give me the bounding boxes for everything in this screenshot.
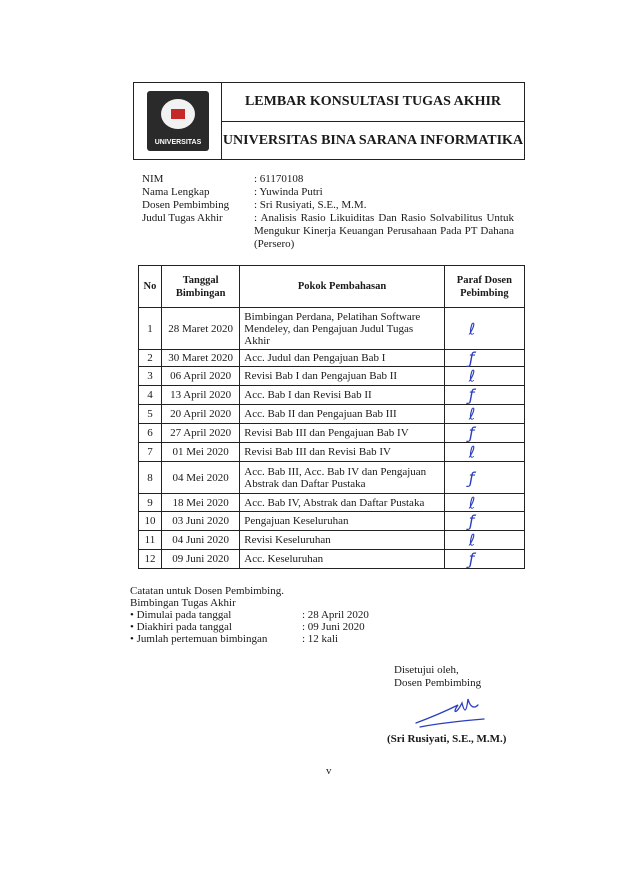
- row-topic: Revisi Bab III dan Revisi Bab IV: [240, 443, 444, 462]
- logo-cell: [134, 83, 222, 159]
- row-signature-cell: [444, 550, 524, 569]
- note-item: [130, 621, 369, 633]
- row-date: 06 April 2020: [161, 367, 239, 386]
- header-topic: Pokok Pembahasan: [240, 266, 444, 308]
- info-value: : Analisis Rasio Likuiditas Dan Rasio Solvabilitus Untuk Mengukur Kinerja Keuangan Perusahaan Pada PT Dahana (Persero): [254, 212, 514, 250]
- initial-signature-icon: ƒ: [468, 423, 475, 443]
- university-logo-icon: [147, 91, 209, 151]
- row-date: 18 Mei 2020: [161, 494, 239, 512]
- row-date: 28 Maret 2020: [161, 308, 239, 350]
- info-row: [142, 212, 514, 251]
- row-number: 1: [139, 308, 162, 350]
- approval-block: [394, 664, 481, 690]
- table-row: [139, 531, 525, 550]
- info-label: Judul Tugas Akhir: [142, 212, 223, 224]
- notes-line1: Catatan untuk Dosen Pembimbing.: [130, 585, 284, 597]
- table-row: [139, 512, 525, 531]
- row-date: 01 Mei 2020: [161, 443, 239, 462]
- info-label: Nama Lengkap: [142, 186, 210, 198]
- initial-signature-icon: ℓ: [468, 404, 476, 424]
- row-topic: Pengajuan Keseluruhan: [240, 512, 444, 531]
- row-topic: Revisi Bab I dan Pengajuan Bab II: [240, 367, 444, 386]
- row-signature-cell: [444, 367, 524, 386]
- note-label: • Dimulai pada tanggal: [130, 609, 232, 621]
- row-topic: Bimbingan Perdana, Pelatihan Software Mendeley, dan Pengajuan Judul Tugas Akhir: [240, 308, 444, 350]
- row-date: 30 Maret 2020: [161, 350, 239, 367]
- table-row: [139, 308, 525, 350]
- header-no: No: [139, 266, 162, 308]
- initial-signature-icon: ƒ: [468, 549, 475, 569]
- row-date: 13 April 2020: [161, 386, 239, 405]
- row-number: 4: [139, 386, 162, 405]
- row-number: 10: [139, 512, 162, 531]
- initial-signature-icon: ƒ: [468, 385, 475, 405]
- row-signature-cell: [444, 494, 524, 512]
- row-date: 09 Juni 2020: [161, 550, 239, 569]
- note-value: : 12 kali: [302, 633, 339, 645]
- header-box: [133, 82, 525, 160]
- row-date: 04 Juni 2020: [161, 531, 239, 550]
- initial-signature-icon: ℓ: [468, 493, 476, 512]
- row-topic: Acc. Bab IV, Abstrak dan Daftar Pustaka: [240, 494, 444, 512]
- table-row: [139, 550, 525, 569]
- table-row: [139, 386, 525, 405]
- row-signature-cell: [444, 424, 524, 443]
- row-topic: Acc. Judul dan Pengajuan Bab I: [240, 350, 444, 367]
- table-row: [139, 350, 525, 367]
- initial-signature-icon: ƒ: [468, 511, 475, 531]
- row-signature-cell: [444, 462, 524, 494]
- signature-icon: [412, 693, 492, 731]
- notes-block: [130, 585, 369, 645]
- info-label: Dosen Pembimbing: [142, 199, 230, 211]
- initial-signature-icon: ƒ: [468, 468, 475, 487]
- document-title: LEMBAR KONSULTASI TUGAS AKHIR: [222, 83, 524, 122]
- row-topic: Revisi Bab III dan Pengajuan Bab IV: [240, 424, 444, 443]
- row-signature-cell: [444, 531, 524, 550]
- consultation-table: [138, 265, 525, 569]
- table-row: [139, 443, 525, 462]
- row-signature-cell: [444, 350, 524, 367]
- row-number: 2: [139, 350, 162, 367]
- row-signature-cell: [444, 512, 524, 531]
- page-number: v: [326, 765, 332, 777]
- row-number: 6: [139, 424, 162, 443]
- row-date: 27 April 2020: [161, 424, 239, 443]
- initial-signature-icon: ℓ: [468, 319, 476, 338]
- header-sign: Paraf Dosen Pebimbing: [444, 266, 524, 308]
- row-topic: Acc. Bab I dan Revisi Bab II: [240, 386, 444, 405]
- logo-text: UNIVERSITAS: [154, 139, 202, 146]
- note-label: • Jumlah pertemuan bimbingan: [130, 633, 268, 645]
- initial-signature-icon: ℓ: [468, 442, 476, 462]
- approval-line2: Dosen Pembimbing: [394, 677, 482, 689]
- note-value: : 09 Juni 2020: [302, 621, 365, 633]
- info-value: : Yuwinda Putri: [254, 186, 323, 198]
- info-value: : Sri Rusiyati, S.E., M.M.: [254, 199, 367, 211]
- notes-line2: Bimbingan Tugas Akhir: [130, 597, 236, 609]
- signer-name: (Sri Rusiyati, S.E., M.M.): [387, 733, 507, 745]
- row-topic: Acc. Bab II dan Pengajuan Bab III: [240, 405, 444, 424]
- row-signature-cell: [444, 386, 524, 405]
- note-label: • Diakhiri pada tanggal: [130, 621, 232, 633]
- note-item: [130, 609, 369, 621]
- row-topic: Acc. Bab III, Acc. Bab IV dan Pengajuan Abstrak dan Daftar Pustaka: [240, 462, 444, 494]
- row-date: 04 Mei 2020: [161, 462, 239, 494]
- row-signature-cell: [444, 405, 524, 424]
- row-topic: Revisi Keseluruhan: [240, 531, 444, 550]
- row-signature-cell: [444, 308, 524, 350]
- approval-line1: Disetujui oleh,: [394, 664, 459, 676]
- row-number: 7: [139, 443, 162, 462]
- row-date: 03 Juni 2020: [161, 512, 239, 531]
- row-number: 5: [139, 405, 162, 424]
- table-row: [139, 367, 525, 386]
- info-row: [142, 186, 514, 199]
- table-row: [139, 462, 525, 494]
- info-label: NIM: [142, 173, 164, 185]
- initial-signature-icon: ℓ: [468, 366, 476, 386]
- table-header-row: [139, 266, 525, 308]
- initial-signature-icon: ℓ: [468, 530, 476, 550]
- info-value: : 61170108: [254, 173, 304, 185]
- table-row: [139, 494, 525, 512]
- row-number: 3: [139, 367, 162, 386]
- row-date: 20 April 2020: [161, 405, 239, 424]
- row-signature-cell: [444, 443, 524, 462]
- info-row: [142, 199, 514, 212]
- table-row: [139, 424, 525, 443]
- student-info: [142, 173, 514, 251]
- university-name: UNIVERSITAS BINA SARANA INFORMATIKA: [222, 133, 524, 148]
- row-number: 12: [139, 550, 162, 569]
- row-number: 9: [139, 494, 162, 512]
- note-value: : 28 April 2020: [302, 609, 369, 621]
- note-item: [130, 633, 369, 645]
- row-topic: Acc. Keseluruhan: [240, 550, 444, 569]
- row-number: 11: [139, 531, 162, 550]
- row-number: 8: [139, 462, 162, 494]
- initial-signature-icon: ƒ: [468, 348, 475, 368]
- info-row: [142, 173, 514, 186]
- table-row: [139, 405, 525, 424]
- header-date: Tanggal Bimbingan: [161, 266, 239, 308]
